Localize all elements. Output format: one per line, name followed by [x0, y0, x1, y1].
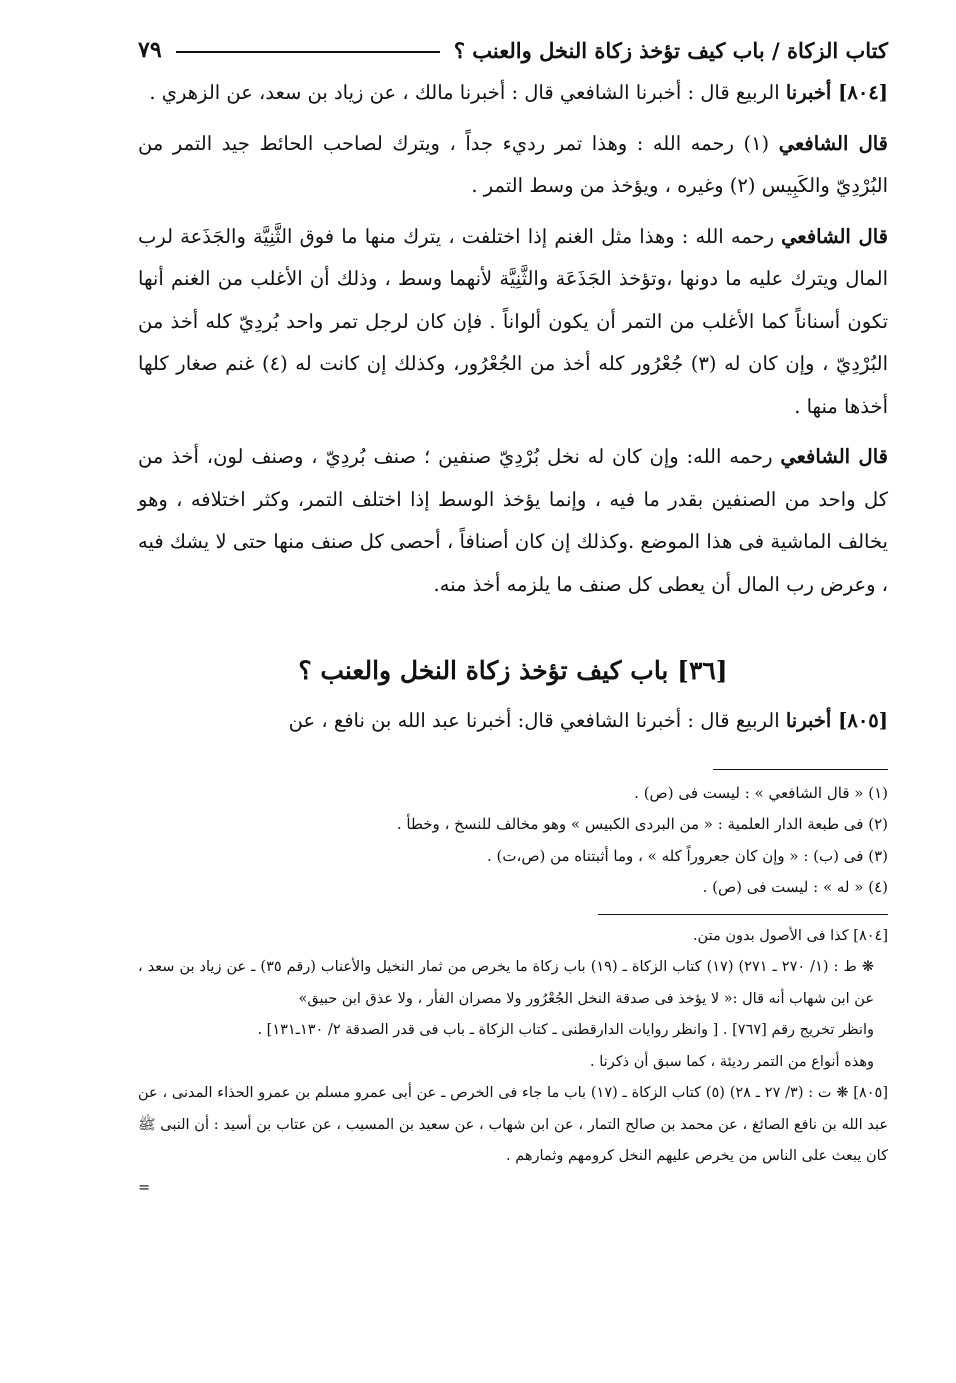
paragraph — [138, 216, 888, 429]
editorial-rule — [598, 914, 888, 915]
running-title: كتاب الزكاة / باب كيف تؤخذ زكاة النخل والعنب ؟ — [453, 37, 888, 63]
paragraph-lead: قال الشافعي — [778, 131, 889, 155]
paragraph-lead: قال الشافعي — [780, 445, 888, 468]
footnote: (٣) فى (ب) : « وإن كان جعروراً كله » ، وما أثبتناه من (ص،ت) . — [486, 846, 888, 865]
header-rule — [176, 51, 440, 53]
main-text — [138, 72, 888, 606]
editorial-note: [٨٠٤] كذا فى الأصول بدون متن. — [692, 927, 888, 944]
paragraph-lead: [٨٠٤] أخبرنا — [785, 81, 888, 104]
paragraph — [138, 72, 888, 115]
footnote: (٢) فى طبعة الدار العلمية : « من البردى الكبيس » وهو مخالف للنسخ ، وخطأ . — [396, 815, 888, 833]
paragraph-text: رحمه الله : وهذا مثل الغنم إذا اختلفت ، يترك منها ما فوق الثَّنِيَّة والجَذَعة لرب المال ويترك عليه ما دونها ،وتؤخذ الجَذَعَة والثَّنِيَّة لأنهما وسط ، وذلك أن الأغلب من الغنم أنها تكون أسناناً كما الأغلب من التمر أن يكون ألواناً . فإن كان لرجل تمر واحد بُردِيّ كله أخذ من البُرْدِيّ ، وإن كان له (٣) جُعْرُور كله أخذ من الجُعْرُور، وكذلك إن كانت له (٤) غنم صغار كلها أخذها منها . — [138, 224, 888, 418]
paragraph — [138, 700, 888, 743]
section-title: [٣٦] باب كيف تؤخذ زكاة النخل والعنب ؟ — [298, 656, 728, 685]
editorial-note: ❋ ط : (١/ ٢٧٠ ـ ٢٧١) (١٧) كتاب الزكاة ـ (١٩) باب زكاة ما يخرص من ثمار النخيل والأعناب (رقم ٣٥) ـ عن زياد بن سعد ، عن ابن شهاب أنه قال :« لا يؤخذ فى صدقة النخل الجُعْرُور ولا مصران الفأر ، ولا عذق ابن حبيق» — [138, 959, 875, 1007]
editorial-note: [٨٠٥] ❋ ت : (٣/ ٢٧ ـ ٢٨) (٥) كتاب الزكاة ـ (١٧) باب ما جاء فى الخرص ـ عن أبى عمرو مسلم بن عمرو الحذاء المدنى ، عن عبد الله بن نافع الصائغ ، عن محمد بن صالح التمار ، عن ابن شهاب ، عن سعيد بن المسيب ، عن عتاب بن أسيد : أن النبى ﷺ كان يبعث على الناس من يخرص عليهم النخل كرومهم وثمارهم . — [138, 1085, 888, 1164]
paragraph-text: الربيع قال : أخبرنا الشافعي قال : أخبرنا مالك ، عن زياد بن سعد، عن الزهري . — [149, 81, 786, 104]
paragraph-text: (١) رحمه الله : وهذا تمر رديء جداً ، ويترك لصاحب الحائط جيد التمر من البُرْدِيّ والكَبِيس (٢) وغيره ، ويؤخذ من وسط التمر . — [138, 131, 888, 197]
footnote: (١) « قال الشافعي » : ليست فى (ص) . — [634, 783, 888, 802]
footnote: (٤) « له » : ليست فى (ص) . — [702, 878, 888, 896]
editorial-note: وهذه أنواع من التمر رديئة ، كما سبق أن ذكرنا . — [590, 1053, 874, 1070]
paragraph — [138, 123, 888, 208]
paragraph-lead: قال الشافعي — [781, 224, 888, 248]
paragraph — [138, 436, 888, 606]
editorial-notes — [138, 921, 888, 1205]
paragraph-text: الربيع قال : أخبرنا الشافعي قال: أخبرنا عبد الله بن نافع ، عن — [288, 709, 786, 732]
running-header — [138, 30, 888, 70]
footnotes — [138, 778, 888, 904]
footnote-rule — [713, 769, 888, 770]
section-text — [138, 700, 888, 743]
paragraph-lead: [٨٠٥] أخبرنا — [785, 709, 888, 732]
editorial-note: وانظر تخريج رقم [٧٦٧] . [ وانظر روايات الدارقطنى ـ كتاب الزكاة ـ باب فى قدر الصدقة ٢/ ١٣٠ـ١٣١] . — [257, 1022, 874, 1038]
continuation-mark: = — [138, 1179, 151, 1196]
page-number: ٧٩ — [138, 37, 162, 63]
paragraph-text: رحمه الله: وإن كان له نخل بُرْدِيّ صنفين ؛ صنف بُردِيّ ، وصنف لون، أخذ من كل واحد من الصنفين بقدر ما فيه ، وإنما يؤخذ الوسط إذا اختلف التمر، وكثر اختلافه ، وهو يخالف الماشية فى هذا الموضع .وكذلك إن كان أصنافاً ، أحصى كل صنف منها حتى لا يشك فيه ، وعرض رب المال أن يعطى كل صنف ما يلزمه أخذ منه. — [138, 445, 888, 596]
